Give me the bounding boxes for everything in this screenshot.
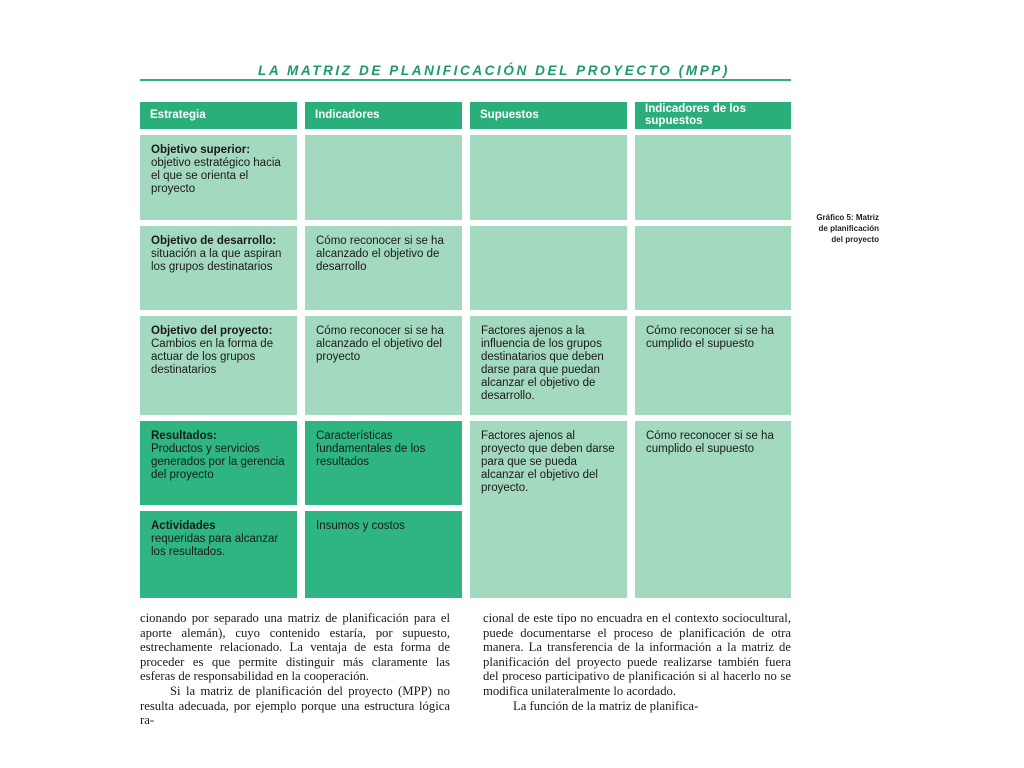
indicator-cell-development-goal: Cómo reconocer si se ha alcanzado el objetivo de desarrollo (305, 226, 462, 310)
indicator-cell-activities: Insumos y costos (305, 511, 462, 598)
strategy-heading: Resultados: (151, 430, 217, 442)
column-header-strategy: Estrategia (140, 102, 297, 129)
body-text-right-column (483, 611, 791, 713)
title-rule (140, 79, 791, 81)
strategy-text: situación a la que aspiran los grupos destinatarios (151, 248, 282, 273)
assumption-cell-activities-empty (470, 505, 627, 598)
assumption-cell-overall-goal (470, 135, 627, 220)
strategy-cell-activities (140, 511, 297, 598)
figure-caption: Gráfico 5: Matriz de planificación del proyecto (816, 213, 879, 244)
strategy-cell-results (140, 421, 297, 505)
strategy-heading: Actividades (151, 520, 216, 532)
indicator-cell-project-goal: Cómo reconocer si se ha alcanzado el objetivo del proyecto (305, 316, 462, 415)
strategy-heading: Objetivo superior: (151, 144, 251, 156)
strategy-text: Productos y servicios generados por la gerencia del proyecto (151, 443, 285, 481)
indicator-cell-results: Características fundamentales de los resultados (305, 421, 462, 505)
assumption-indicator-cell-results: Cómo reconocer si se ha cumplido el supuesto (635, 421, 791, 598)
strategy-text: objetivo estratégico hacia el que se orienta el proyecto (151, 157, 281, 195)
assumption-indicator-cell-overall-goal (635, 135, 791, 220)
page-title: LA MATRIZ DE PLANIFICACIÓN DEL PROYECTO (MPP) (258, 63, 731, 78)
body-paragraph: cional de este tipo no encuadra en el contexto sociocultural, puede documentarse el proceso de planificación de otra manera. La transferencia de la información a la matriz de planificación del proyecto puede realizarse también fuera del proceso participativo de planificación si al hacerlo no se modifica unilateralmente lo acordado. (483, 611, 791, 698)
strategy-cell-development-goal (140, 226, 297, 310)
body-paragraph: cionando por separado una matriz de planificación para el aporte alemán), cuyo contenido estaría, por supuesto, estrechamente relacionado. La ventaja de esta forma de proceder es que permite distinguir más claramente las esferas de responsabilidad en la cooperación. (140, 611, 450, 684)
indicator-cell-overall-goal (305, 135, 462, 220)
strategy-text: requeridas para alcanzar los resultados. (151, 533, 279, 558)
strategy-text: Cambios en la forma de actuar de los grupos destinatarios (151, 338, 274, 376)
body-text-left-column (140, 611, 450, 728)
assumption-indicator-cell-development-goal (635, 226, 791, 310)
assumption-cell-development-goal (470, 226, 627, 310)
strategy-cell-overall-goal (140, 135, 297, 220)
assumption-cell-project-goal: Factores ajenos a la influencia de los grupos destinatarios que deben darse para que puedan alcanzar el objetivo de desarrollo. (470, 316, 627, 415)
column-header-indicators: Indicadores (305, 102, 462, 129)
column-header-assumption-indicators: Indicadores de los supuestos (635, 102, 791, 129)
assumption-cell-results: Factores ajenos al proyecto que deben darse para que se pueda alcanzar el objetivo del proyecto. (470, 421, 627, 505)
strategy-heading: Objetivo del proyecto: (151, 325, 273, 337)
column-header-assumptions: Supuestos (470, 102, 627, 129)
body-paragraph: La función de la matriz de planifica- (513, 698, 699, 713)
strategy-cell-project-goal (140, 316, 297, 415)
strategy-heading: Objetivo de desarrollo: (151, 235, 277, 247)
body-paragraph: Si la matriz de planificación del proyecto (MPP) no resulta adecuada, por ejemplo porque una estructura lógica ra- (140, 683, 450, 728)
assumption-indicator-cell-project-goal: Cómo reconocer si se ha cumplido el supuesto (635, 316, 791, 415)
